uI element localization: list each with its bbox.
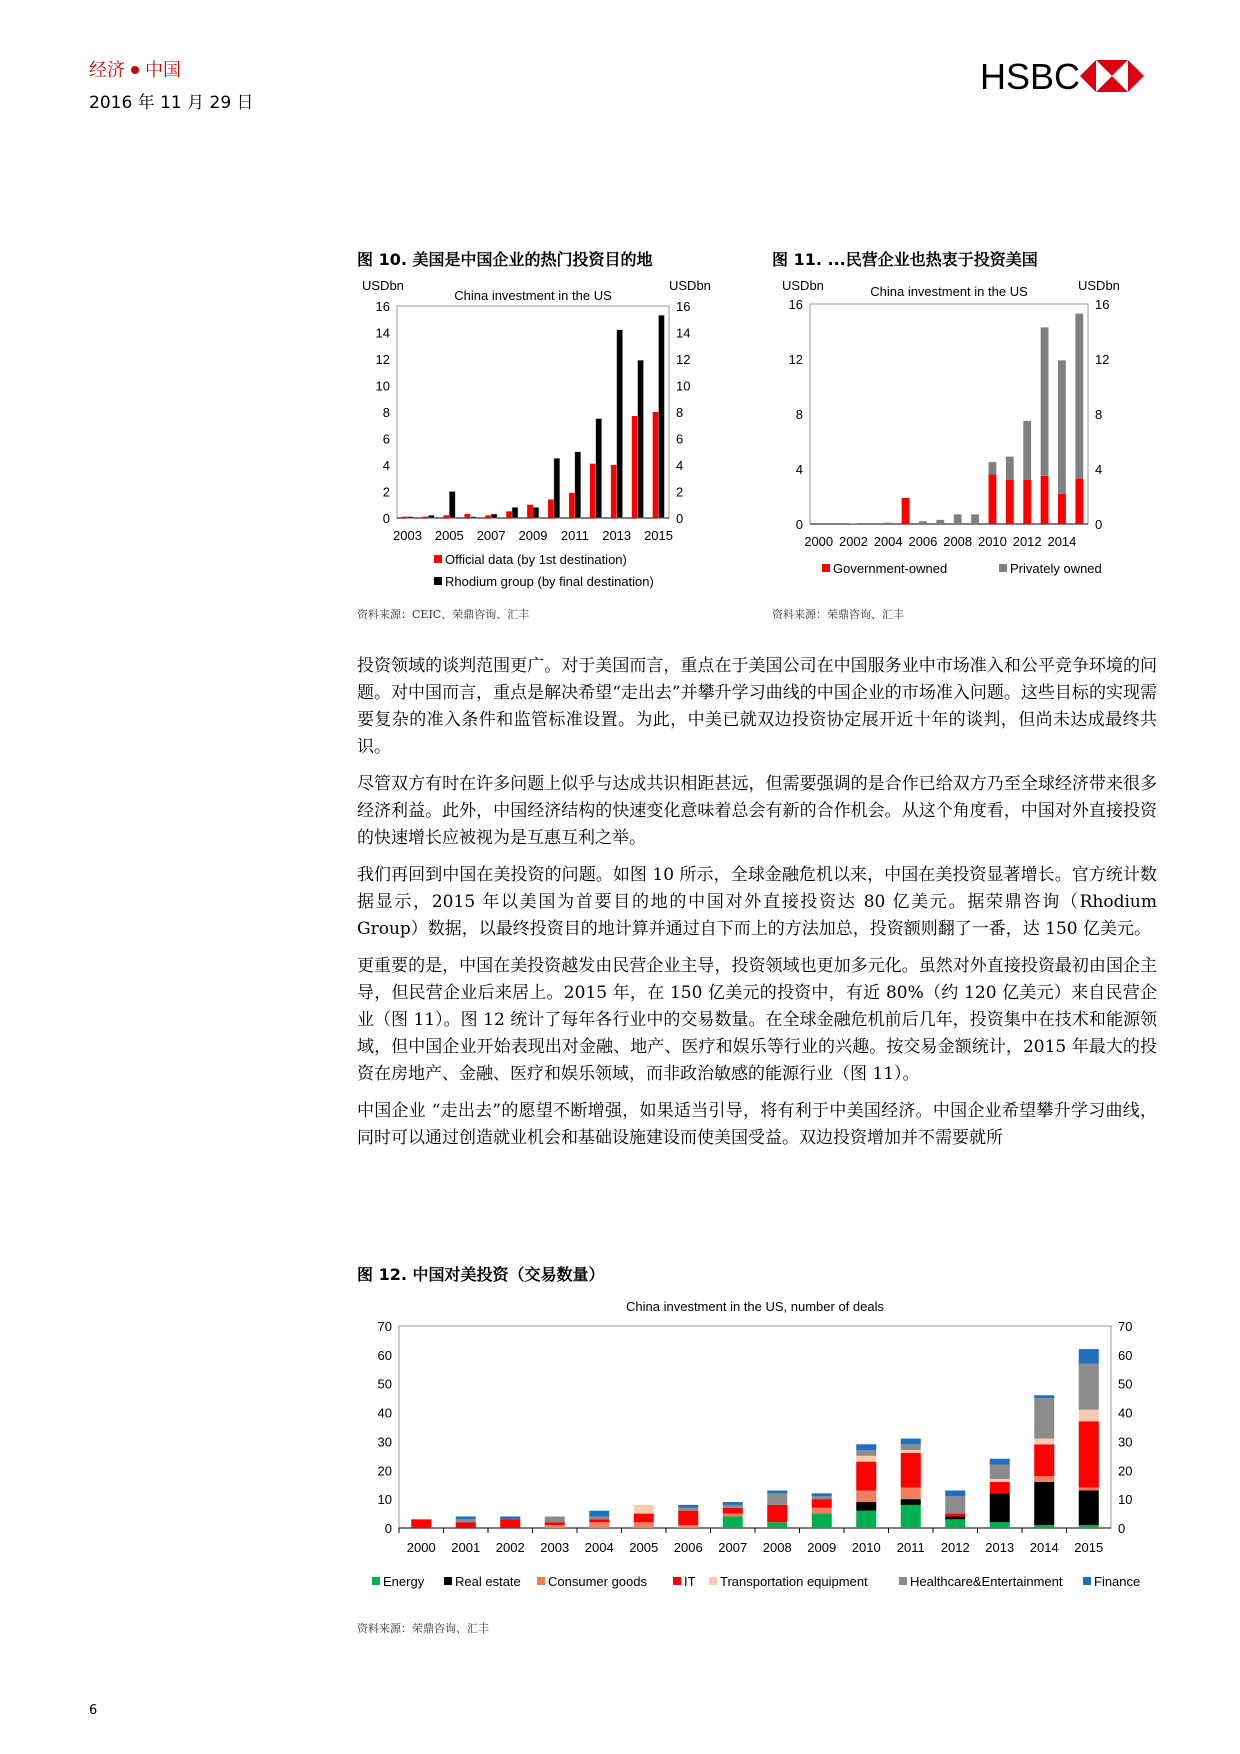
fig10-source: 资料来源：CEIC、荣鼎咨询、汇丰	[357, 608, 530, 621]
legend-swatch	[709, 1577, 717, 1585]
bar-segment-it	[634, 1514, 654, 1523]
bar-segment-privately-owned	[954, 514, 962, 524]
x-tick-label: 2012	[940, 1540, 970, 1555]
y-tick-label-right: 50	[1118, 1376, 1133, 1392]
legend-swatch	[434, 555, 442, 563]
y-tick-label-left: 70	[377, 1319, 392, 1334]
legend-label: Finance	[1094, 1574, 1141, 1589]
bar-rhodium	[491, 514, 497, 518]
section-econ: 经济	[89, 60, 125, 81]
legend-swatch	[537, 1577, 545, 1585]
bar-segment-energy	[945, 1519, 965, 1528]
bar-segment-energy	[812, 1514, 832, 1528]
x-tick-label: 2011	[896, 1540, 925, 1555]
x-tick-label: 2000	[804, 534, 834, 549]
bar-segment-transportation-equipment	[1034, 1439, 1054, 1445]
bar-segment-healthcare-entertainment	[589, 1516, 609, 1519]
bar-segment-privately-owned	[971, 514, 979, 524]
paragraph: 投资领域的谈判范围更广。对于美国而言，重点在于美国公司在中国服务业中市场准入和公平竞争环境的问题。对中国而言，重点是解决希望“走出去”并攀升学习曲线的中国企业的市场准入问题。这些目标的实现需要复杂的准入条件和监管标准设置。为此，中美已就双边投资协定展开近十年的谈判，但尚未达成最终共识。	[357, 656, 1157, 757]
y-tick-label-left: 0	[384, 1521, 392, 1536]
bar-segment-it	[678, 1511, 698, 1525]
bar-rhodium	[512, 507, 518, 518]
y-unit-right: USDbn	[1078, 278, 1120, 293]
bar-official	[485, 515, 491, 518]
separator-dot	[131, 66, 139, 74]
chart-title: China investment in the US, number of deals	[626, 1299, 884, 1314]
fig11-title: 图 11. ...民营企业也热衷于投资美国	[772, 250, 1038, 269]
bar-segment-transportation-equipment	[901, 1450, 921, 1453]
bar-segment-privately-owned	[989, 462, 997, 474]
bar-segment-it	[990, 1482, 1010, 1494]
bar-segment-privately-owned	[1058, 360, 1066, 493]
y-tick-label-left: 16	[788, 297, 803, 312]
bar-segment-it	[945, 1514, 965, 1517]
y-tick-label-left: 14	[375, 325, 390, 341]
bar-segment-consumer-goods	[723, 1514, 743, 1517]
x-tick-label: 2014	[1029, 1540, 1059, 1555]
y-unit-left: USDbn	[362, 278, 404, 293]
legend-swatch	[999, 564, 1007, 572]
legend-swatch	[444, 1577, 452, 1585]
bar-segment-privately-owned	[1023, 421, 1031, 480]
bar-segment-healthcare-entertainment	[945, 1496, 965, 1513]
bar-segment-finance	[723, 1502, 743, 1505]
bar-segment-real-estate	[945, 1516, 965, 1519]
y-unit-right: USDbn	[669, 278, 711, 293]
x-tick-label: 2008	[943, 534, 973, 549]
y-tick-label-left: 50	[377, 1376, 392, 1392]
bar-official	[632, 416, 638, 518]
y-tick-label-left: 12	[375, 352, 390, 367]
bar-segment-government-owned	[1006, 480, 1014, 524]
bar-official	[548, 499, 554, 518]
bar-segment-consumer-goods	[589, 1522, 609, 1528]
y-tick-label-right: 16	[1095, 297, 1110, 312]
report-date: 2016 年 11 月 29 日	[89, 93, 254, 113]
bar-segment-finance	[1034, 1395, 1054, 1398]
bar-segment-real-estate	[1079, 1490, 1099, 1525]
x-tick-label: 2000	[406, 1540, 436, 1555]
y-tick-label-right: 2	[676, 484, 684, 500]
body-text	[357, 653, 1157, 1162]
x-tick-label: 2013	[602, 528, 632, 543]
y-tick-label-right: 0	[676, 511, 684, 526]
hsbc-logo-text: HSBC	[980, 56, 1081, 96]
bar-segment-transportation-equipment	[1079, 1410, 1099, 1422]
bar-segment-healthcare-entertainment	[901, 1444, 921, 1450]
x-tick-label: 2004	[873, 534, 903, 549]
y-tick-label-left: 10	[377, 1492, 392, 1508]
bar-segment-finance	[1079, 1349, 1099, 1363]
x-tick-label: 2015	[1074, 1540, 1104, 1555]
bar-official	[443, 515, 449, 518]
bar-segment-healthcare-entertainment	[767, 1493, 787, 1505]
bar-segment-consumer-goods	[1079, 1488, 1099, 1491]
plot-frame	[397, 306, 669, 518]
y-tick-label-left: 12	[788, 352, 803, 367]
bar-segment-government-owned	[1058, 494, 1066, 524]
y-tick-label-left: 20	[377, 1463, 392, 1479]
x-tick-label: 2003	[540, 1540, 570, 1555]
bar-segment-finance	[901, 1439, 921, 1445]
section-label	[89, 56, 181, 82]
bar-rhodium	[554, 458, 560, 518]
legend-label: IT	[684, 1574, 696, 1589]
y-tick-label-left: 60	[377, 1347, 392, 1363]
fig11-chart	[772, 272, 1157, 602]
y-tick-label-right: 70	[1118, 1319, 1133, 1334]
y-tick-label-right: 8	[676, 405, 684, 420]
legend-label: Healthcare&Entertainment	[910, 1574, 1063, 1589]
bar-segment-it	[411, 1519, 431, 1528]
y-tick-label-left: 40	[377, 1405, 392, 1421]
x-tick-label: 2007	[476, 528, 506, 543]
fig10-chart	[357, 272, 737, 602]
paragraph: 中国企业 “走出去”的愿望不断增强，如果适当引导，将有利于中美国经济。中国企业希望攀升学习曲线，同时可以通过创造就业机会和基础设施建设而使美国受益。双边投资增加并不需要就所	[357, 1101, 1157, 1148]
bar-segment-energy	[990, 1522, 1010, 1528]
bar-segment-energy	[1034, 1525, 1054, 1528]
bar-official	[506, 511, 512, 518]
bar-rhodium	[638, 360, 644, 518]
y-tick-label-left: 2	[382, 484, 390, 500]
bar-segment-energy	[723, 1516, 743, 1528]
page-number: 6	[89, 1703, 98, 1718]
bar-segment-real-estate	[901, 1499, 921, 1505]
y-tick-label-right: 12	[1095, 352, 1110, 367]
bar-official	[611, 465, 617, 518]
bar-segment-real-estate	[1034, 1482, 1054, 1525]
bar-segment-healthcare-entertainment	[1079, 1364, 1099, 1410]
bar-official	[402, 517, 408, 518]
legend-label: Real estate	[455, 1574, 521, 1589]
bar-segment-privately-owned	[1006, 457, 1014, 480]
bar-segment-it	[545, 1522, 565, 1525]
bar-segment-privately-owned	[1041, 327, 1049, 476]
bar-segment-healthcare-entertainment	[678, 1508, 698, 1511]
paragraph: 更重要的是，中国在美投资越发由民营企业主导，投资领域也更加多元化。虽然对外直接投资最初由国企主导，但民营企业后来居上。2015 年，在 150 亿美元的投资中，有近 80%（约 120 亿美元）来自民营企业（图 11）。图 12 统计了每年各行业中的交易数量。在全球金融危机前后几年，投资集中在技术和能源领域，但中国企业开始表现出对金融、地产、医疗和娱乐等行业的兴趣。按交易金额统计，2015 年最大的投资在房地产、金融、医疗和娱乐领域，而非政治敏感的能源行业（图 11）。	[357, 956, 1157, 1084]
bar-rhodium	[407, 517, 413, 518]
fig12-source: 资料来源：荣鼎咨询、汇丰	[357, 1622, 489, 1635]
legend-swatch	[899, 1577, 907, 1585]
y-tick-label-right: 30	[1118, 1434, 1133, 1450]
bar-segment-it	[856, 1462, 876, 1491]
bar-segment-it	[589, 1519, 609, 1522]
bar-segment-privately-owned	[936, 520, 944, 524]
y-tick-label-right: 8	[1095, 407, 1103, 422]
bar-segment-energy	[1079, 1525, 1099, 1528]
bar-segment-transportation-equipment	[634, 1505, 654, 1514]
bar-segment-healthcare-entertainment	[856, 1450, 876, 1456]
bar-rhodium	[596, 419, 602, 518]
bar-official	[423, 517, 429, 518]
y-tick-label-right: 20	[1118, 1463, 1133, 1479]
bar-official	[590, 464, 596, 518]
bar-segment-finance	[589, 1511, 609, 1517]
legend-label: Official data (by 1st destination)	[445, 552, 627, 567]
y-tick-label-right: 0	[1118, 1521, 1126, 1536]
x-tick-label: 2001	[451, 1540, 481, 1555]
x-tick-label: 2012	[1012, 534, 1042, 549]
bar-segment-transportation-equipment	[856, 1456, 876, 1462]
bar-segment-privately-owned	[884, 523, 892, 524]
legend-label: Rhodium group (by final destination)	[445, 574, 654, 589]
x-tick-label: 2002	[838, 534, 868, 549]
bar-segment-privately-owned	[850, 523, 858, 524]
bar-segment-healthcare-entertainment	[812, 1496, 832, 1499]
y-tick-label-right: 6	[676, 431, 684, 447]
bar-segment-it	[901, 1453, 921, 1488]
x-tick-label: 2010	[977, 534, 1007, 549]
y-tick-label-left: 10	[375, 378, 390, 394]
bar-segment-government-owned	[902, 498, 910, 524]
x-tick-label: 2014	[1047, 534, 1077, 549]
bar-segment-it	[812, 1499, 832, 1508]
x-tick-label: 2015	[644, 528, 673, 543]
y-tick-label-right: 12	[676, 352, 691, 367]
bar-segment-government-owned	[1023, 480, 1031, 524]
bar-segment-government-owned	[1075, 479, 1083, 524]
legend-label: Consumer goods	[548, 1574, 647, 1589]
bar-segment-healthcare-entertainment	[1034, 1398, 1054, 1438]
y-tick-label-left: 30	[377, 1434, 392, 1450]
bar-segment-government-owned	[989, 475, 997, 525]
bar-segment-consumer-goods	[634, 1522, 654, 1528]
bar-official	[569, 493, 575, 518]
y-unit-left: USDbn	[782, 278, 824, 293]
bar-segment-transportation-equipment	[990, 1479, 1010, 1482]
bar-segment-healthcare-entertainment	[545, 1516, 565, 1522]
bar-rhodium	[470, 517, 476, 518]
bar-segment-healthcare-entertainment	[990, 1465, 1010, 1479]
bar-segment-real-estate	[856, 1502, 876, 1511]
legend-swatch	[822, 564, 830, 572]
paragraph: 我们再回到中国在美投资的问题。如图 10 所示，全球金融危机以来，中国在美投资显著增长。官方统计数据显示，2015 年以美国为首要目的地的中国对外直接投资达 80 亿美元。据荣鼎咨询（Rhodium Group）数据，以最终投资目的地计算并通过自下而上的方法加总，投资额则翻了一番，达 150 亿美元。	[357, 865, 1157, 939]
bar-segment-finance	[500, 1516, 520, 1519]
y-tick-label-right: 10	[1118, 1492, 1133, 1508]
bar-segment-consumer-goods	[545, 1525, 565, 1528]
paragraph: 尽管双方有时在许多问题上似乎与达成共识相距甚远，但需要强调的是合作已给双方乃至全球经济带来很多经济利益。此外，中国经济结构的快速变化意味着总会有新的合作机会。从这个角度看，中国对外直接投资的快速增长应被视为是互惠互利之举。	[357, 774, 1157, 848]
bar-segment-consumer-goods	[856, 1490, 876, 1502]
bar-segment-finance	[678, 1505, 698, 1508]
x-tick-label: 2007	[718, 1540, 748, 1555]
bar-rhodium	[533, 507, 539, 518]
bar-segment-healthcare-entertainment	[456, 1519, 476, 1522]
x-tick-label: 2002	[495, 1540, 525, 1555]
legend-label: Energy	[383, 1574, 425, 1589]
bar-segment-consumer-goods	[901, 1488, 921, 1500]
x-tick-label: 2004	[584, 1540, 614, 1555]
x-tick-label: 2006	[673, 1540, 703, 1555]
legend-label: Transportation equipment	[720, 1574, 868, 1589]
y-tick-label-left: 0	[795, 517, 803, 532]
y-tick-label-left: 4	[382, 458, 390, 473]
legend-swatch	[1083, 1577, 1091, 1585]
chart-title: China investment in the US	[870, 284, 1028, 299]
bar-segment-finance	[856, 1444, 876, 1450]
x-tick-label: 2009	[807, 1540, 837, 1555]
x-tick-label: 2005	[629, 1540, 659, 1555]
bar-segment-consumer-goods	[678, 1525, 698, 1528]
bar-rhodium	[575, 452, 581, 518]
legend-swatch	[673, 1577, 681, 1585]
y-tick-label-left: 16	[375, 299, 390, 314]
bar-official	[653, 412, 659, 518]
y-tick-label-right: 10	[676, 378, 691, 394]
bar-segment-it	[723, 1508, 743, 1514]
fig10-title: 图 10. 美国是中国企业的热门投资目的地	[357, 250, 653, 269]
bar-segment-privately-owned	[1075, 314, 1083, 479]
y-tick-label-left: 0	[382, 511, 390, 526]
legend-swatch	[372, 1577, 380, 1585]
fig12-title: 图 12. 中国对美投资（交易数量）	[357, 1265, 605, 1284]
hsbc-logo	[980, 56, 1146, 96]
y-tick-label-left: 8	[795, 407, 803, 422]
bar-official	[464, 514, 470, 518]
y-tick-label-left: 6	[382, 431, 390, 447]
section-china: 中国	[145, 60, 181, 81]
y-tick-label-right: 14	[676, 325, 691, 341]
bar-segment-government-owned	[1041, 476, 1049, 524]
bar-rhodium	[617, 330, 623, 518]
bar-segment-it	[1034, 1444, 1054, 1476]
bar-segment-consumer-goods	[812, 1508, 832, 1514]
bar-segment-finance	[767, 1490, 787, 1493]
bar-segment-it	[500, 1519, 520, 1528]
bar-segment-consumer-goods	[1034, 1476, 1054, 1482]
y-tick-label-right: 60	[1118, 1347, 1133, 1363]
bar-segment-energy	[901, 1505, 921, 1528]
legend-swatch	[434, 577, 442, 585]
bar-segment-finance	[812, 1493, 832, 1496]
y-tick-label-right: 16	[676, 299, 691, 314]
bar-segment-real-estate	[990, 1493, 1010, 1522]
chart-title: China investment in the US	[454, 288, 612, 303]
legend-label: Government-owned	[833, 561, 948, 576]
x-tick-label: 2005	[434, 528, 464, 543]
fig11-source: 资料来源：荣鼎咨询、汇丰	[772, 608, 904, 621]
bar-segment-healthcare-entertainment	[723, 1505, 743, 1508]
y-tick-label-left: 8	[382, 405, 390, 420]
bar-segment-energy	[767, 1522, 787, 1528]
bar-segment-finance	[456, 1516, 476, 1519]
y-tick-label-right: 0	[1095, 517, 1103, 532]
bar-segment-it	[1079, 1421, 1099, 1487]
y-tick-label-right: 4	[676, 458, 684, 473]
bar-segment-finance	[990, 1459, 1010, 1465]
bar-official	[527, 505, 533, 518]
fig12-chart	[357, 1290, 1162, 1608]
x-tick-label: 2003	[393, 528, 422, 543]
bar-rhodium	[428, 515, 434, 518]
y-tick-label-right: 40	[1118, 1405, 1133, 1421]
bar-rhodium	[659, 315, 665, 518]
bar-segment-it	[767, 1505, 787, 1522]
x-tick-label: 2008	[762, 1540, 792, 1555]
bar-rhodium	[449, 492, 455, 519]
bar-segment-energy	[856, 1511, 876, 1528]
x-tick-label: 2006	[908, 534, 938, 549]
bar-segment-privately-owned	[919, 521, 927, 524]
y-tick-label-left: 4	[795, 462, 803, 477]
bar-segment-it	[456, 1522, 476, 1528]
x-tick-label: 2013	[985, 1540, 1015, 1555]
bar-segment-finance	[945, 1490, 965, 1496]
x-tick-label: 2010	[851, 1540, 881, 1555]
y-tick-label-right: 4	[1095, 462, 1103, 477]
legend-label: Privately owned	[1010, 561, 1102, 576]
x-tick-label: 2011	[560, 528, 589, 543]
x-tick-label: 2009	[518, 528, 548, 543]
